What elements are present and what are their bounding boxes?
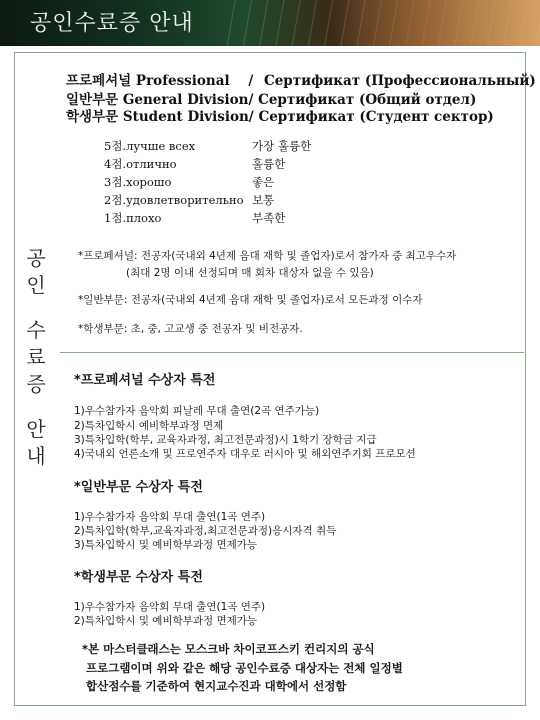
benefit-item: 3)특차입학(학부, 교육자과정, 최고전문과정)시 1학기 장학금 지급 [74, 434, 377, 446]
footnote-line: 프로그램이며 위와 같은 해당 공인수료증 대상자는 전체 일정별 [86, 661, 403, 675]
side-char: 내 [26, 444, 46, 468]
benefit-item: 2)특차입학시 예비학부과정 면제 [74, 420, 224, 432]
grade-label: 좋은 [252, 175, 275, 189]
benefit-item: 1)우수참가자 음악회 무대 출연(1곡 연주) [74, 601, 266, 613]
benefit-item: 1)우수참가자 음악회 무대 출연(1곡 연주) [74, 511, 266, 523]
benefit-item: 1)우수참가자 음악회 피날레 무대 출연(2곡 연주가능) [74, 405, 320, 417]
benefit-item: 2)특차입학시 및 예비학부과정 면제가능 [74, 615, 258, 627]
grade-label: 가장 훌륭한 [252, 139, 312, 153]
general-benefits-heading: *일반부문 수상자 특전 [74, 480, 203, 495]
side-char: 료 [26, 345, 46, 369]
benefit-item: 4)국내외 언론소개 및 프로연주자 대우로 러시아 및 해외연주기회 프로모션 [74, 448, 416, 460]
category-general: 일반부문 General Division/ Сертификат (Общий отдел) [66, 92, 477, 108]
benefit-item: 3)특차입학시 및 예비학부과정 면제가능 [74, 539, 258, 551]
side-char: 안 [26, 417, 46, 441]
grade-score: 2점.удовлетворительно [104, 193, 244, 207]
footnote-line: 합산점수를 기준하여 현지교수진과 대학에서 선정함 [86, 679, 347, 693]
grade-label: 부족한 [252, 211, 286, 225]
grade-score: 1점.плохо [104, 211, 162, 225]
grade-score: 4점.отлично [104, 157, 177, 171]
benefit-item: 2)특차입학(학부,교육자과정,최고전문과정)응시자격 취득 [74, 525, 337, 537]
grade-score: 3점.хорошо [104, 175, 172, 189]
footnote-line: *본 마스터클래스는 모스크바 차이코프스키 컨리지의 공식 [82, 642, 375, 656]
banner-title: 공인수료증 안내 [30, 11, 194, 36]
eligibility-professional-note: (최대 2명 이내 선정되며 매 회차 대상자 없을 수 있음) [126, 267, 374, 279]
professional-benefits-heading: *프로페셔널 수상자 특전 [74, 373, 216, 388]
side-char: 수 [26, 318, 46, 342]
eligibility-general: *일반부문: 전공자(국내외 4년제 음대 재학 및 졸업자)로서 모든과정 이수자 [78, 294, 423, 306]
side-char: 공 [26, 246, 46, 270]
grade-label: 훌륭한 [252, 157, 286, 171]
eligibility-student: *학생부문: 초, 중, 고교생 중 전공자 및 비전공자. [78, 323, 303, 335]
grade-label: 보통 [252, 193, 275, 207]
student-benefits-heading: *학생부문 수상자 특전 [74, 570, 203, 585]
category-student: 학생부문 Student Division/ Сертификат (Студент сектор) [66, 109, 494, 125]
eligibility-professional: *프로페셔널: 전공자(국내외 4년제 음대 재학 및 졸업자)로서 참가자 중 최고우수자 [78, 250, 457, 262]
grade-score: 5점.лучше всех [104, 139, 196, 153]
category-professional: 프로페셔널 Professional / Сертификат (Профессиональный) [66, 73, 536, 89]
side-char: 증 [26, 372, 46, 396]
side-char: 인 [26, 273, 46, 297]
